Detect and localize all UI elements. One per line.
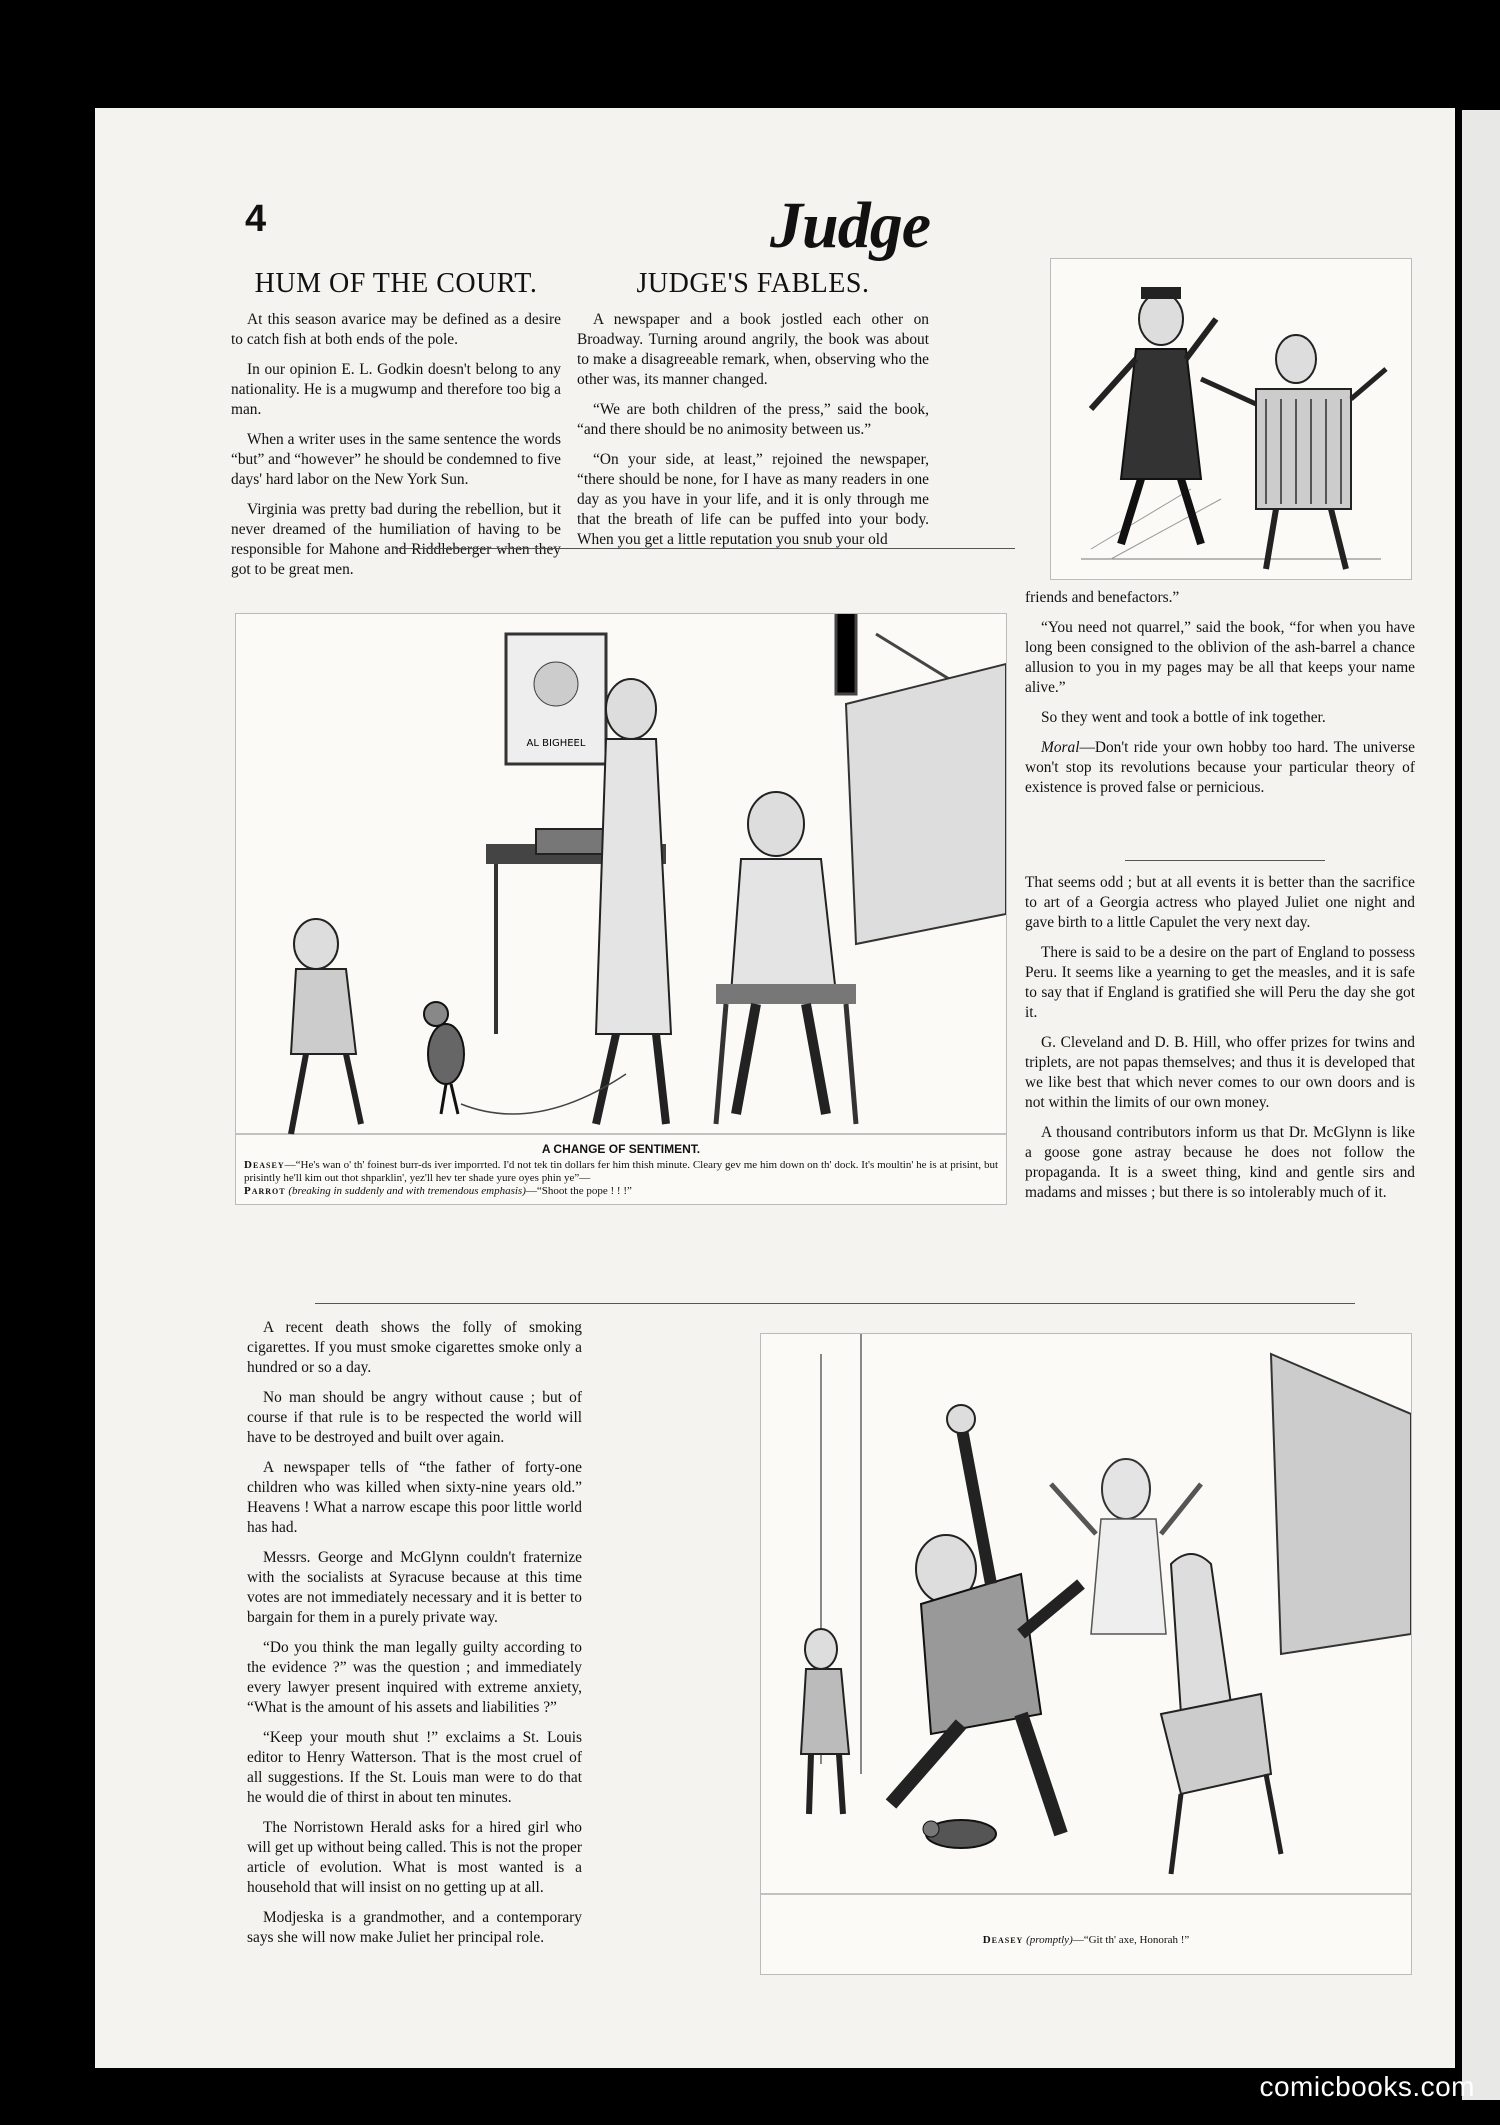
- git-the-axe-cartoon: [760, 1333, 1412, 1975]
- fable-paragraph: A newspaper and a book jostled each other on Broadway. Turning around angrily, the book was about to make a disagreeable remark, when, observing who the other was, its manner changed.: [577, 311, 929, 388]
- fable-paragraph: “We are both children of the press,” said the book, “and there should be no animosity between us.”: [577, 401, 929, 438]
- caption-dialogue: [236, 1156, 1006, 1198]
- news-item: A newspaper tells of “the father of forty-one children who was killed when sixty-nine years old.” Heavens ! What a narrow escape this poor little world has had.: [247, 1459, 582, 1536]
- newspaper-and-book-illustration: [1050, 258, 1412, 580]
- fable-paragraph: “You need not quarrel,” said the book, “for when you have long been consigned to the oblivion of the ash-barrel a chance allusion to you in my pages may be all that keeps your name alive.”: [1025, 619, 1415, 696]
- news-item: The Norristown Herald asks for a hired girl who will get up without being called. This is not the proper article of evolution. What is most wanted is a household that will insist on no getting up at all.: [247, 1819, 582, 1896]
- speaker-parrot: Parrot: [244, 1185, 286, 1197]
- watermark: comicbooks.com: [1259, 2071, 1475, 2102]
- news-item: No man should be angry without cause ; but of course if that rule is to be respected the world will have to be destroyed and built over again.: [247, 1389, 582, 1446]
- caption-title: A CHANGE OF SENTIMENT.: [541, 1142, 701, 1156]
- bottom-left-column: [247, 1318, 582, 1958]
- section-divider: [315, 1303, 1355, 1304]
- hum-paragraph: In our opinion E. L. Godkin doesn't belong to any nationality. He is a mugwump and therefore too big a man.: [231, 361, 561, 418]
- cartoon-1-caption: [236, 1142, 1006, 1198]
- news-item: That seems odd ; but at all events it is better than the sacrifice to art of a Georgia actress who played Juliet one night and gave birth to a little Capulet the very next day.: [1025, 874, 1415, 931]
- news-item: G. Cleveland and D. B. Hill, who offer prizes for twins and triplets, are not papas themselves; and thus it is developed that we like best that which never comes to our own doors and is not within the limits of our own money.: [1025, 1034, 1415, 1111]
- masthead-logo: Judge: [770, 189, 930, 262]
- news-item: There is said to be a desire on the part of England to possess Peru. It seems like a yearning to get the measles, and it is safe to say that if England is gratified she will Peru the day she got it.: [1025, 944, 1415, 1021]
- poster-text: AL BIGHEEL: [526, 738, 586, 749]
- moral-text: —Don't ride your own hobby too hard. The universe won't stop its revolutions because your particular theory of existence is proved false or pernicious.: [1025, 739, 1415, 796]
- deasey-line: —“Git th' axe, Honorah !”: [1072, 1934, 1190, 1946]
- right-column-items: [1025, 873, 1415, 1213]
- speaker-deasey: Deasey: [982, 1934, 1024, 1946]
- facing-page-edge: [1462, 110, 1500, 2100]
- hum-paragraph: At this season avarice may be defined as a desire to catch fish at both ends of the pole.: [231, 311, 561, 348]
- hum-of-the-court-title: HUM OF THE COURT.: [254, 268, 538, 299]
- hum-paragraph: When a writer uses in the same sentence the words “but” and “however” he should be condemned to five days' hard labor on the New York Sun.: [231, 431, 561, 488]
- fable-paragraph: “On your side, at least,” rejoined the newspaper, “there should be none, for I have as many readers in one day as you have in your life, and it is only through me that the breath of life can be puffed into your body. When you get a little reputation you snub your old: [577, 451, 929, 548]
- cartoon-2-caption: [761, 1934, 1411, 1947]
- section-divider: [395, 548, 1015, 549]
- news-item: A thousand contributors inform us that Dr. McGlynn is like a goose gone astray because he does not follow the propaganda. It is a sweet thing, kind and gentle sirs and madams and misses ; but there is so intolerably much of it.: [1025, 1124, 1415, 1201]
- cartoon-drawing: [761, 1334, 1411, 1974]
- page-number: 4: [245, 198, 267, 240]
- judges-fables-title: JUDGE'S FABLES.: [636, 268, 870, 299]
- deasey-line: —“He's wan o' th' foinest burr-ds iver imporrted. I'd not tek tin dollars fer him thish minute. Cleary gev me him down on th' dock. It's moultin' he is at prisint, but prisintly he'll kim out thot shparklin', yez'll hev ter shade yure oyes phin ye”—: [244, 1159, 998, 1184]
- stage-direction: (breaking in suddenly and with tremendous emphasis): [288, 1185, 526, 1197]
- news-item: “Keep your mouth shut !” exclaims a St. Louis editor to Henry Watterson. That is the most cruel of all suggestions. If the St. Louis man were to do that he would die of thirst in about ten minutes.: [247, 1729, 582, 1806]
- judges-fables-column: [577, 268, 929, 560]
- news-item: “Do you think the man legally guilty according to the evidence ?” was the question ; and immediately every lawyer present inquired with extreme anxiety, “What is the amount of his assets and liabilities ?”: [247, 1639, 582, 1716]
- moral-label: Moral: [1041, 739, 1080, 756]
- magazine-page: [95, 108, 1455, 2068]
- speaker-deasey: Deasey: [244, 1159, 285, 1171]
- cartoon-drawing: [236, 614, 1006, 1204]
- fable-paragraph: friends and benefactors.”: [1025, 589, 1180, 606]
- change-of-sentiment-cartoon: [235, 613, 1007, 1205]
- stage-direction: (promptly): [1026, 1934, 1073, 1946]
- section-divider: [1125, 860, 1325, 861]
- judges-fables-continued: [1025, 588, 1415, 808]
- fable-moral: [1025, 738, 1415, 798]
- illustration-drawing: [1051, 259, 1411, 579]
- news-item: Modjeska is a grandmother, and a contemporary says she will now make Juliet her principal role.: [247, 1909, 582, 1946]
- parrot-line: —“Shoot the pope ! ! !”: [525, 1185, 632, 1197]
- hum-paragraph: Virginia was pretty bad during the rebellion, but it never dreamed of the humiliation of having to be responsible for Mahone and Riddleberger when they got to be great men.: [231, 501, 561, 578]
- fable-paragraph: So they went and took a bottle of ink together.: [1041, 709, 1326, 726]
- hum-of-the-court-column: [231, 268, 561, 590]
- news-item: A recent death shows the folly of smoking cigarettes. If you must smoke cigarettes smoke only a hundred or so a day.: [247, 1319, 582, 1376]
- news-item: Messrs. George and McGlynn couldn't fraternize with the socialists at Syracuse because at this time votes are not immediately necessary and it is better to bargain for them in a purely private way.: [247, 1549, 582, 1626]
